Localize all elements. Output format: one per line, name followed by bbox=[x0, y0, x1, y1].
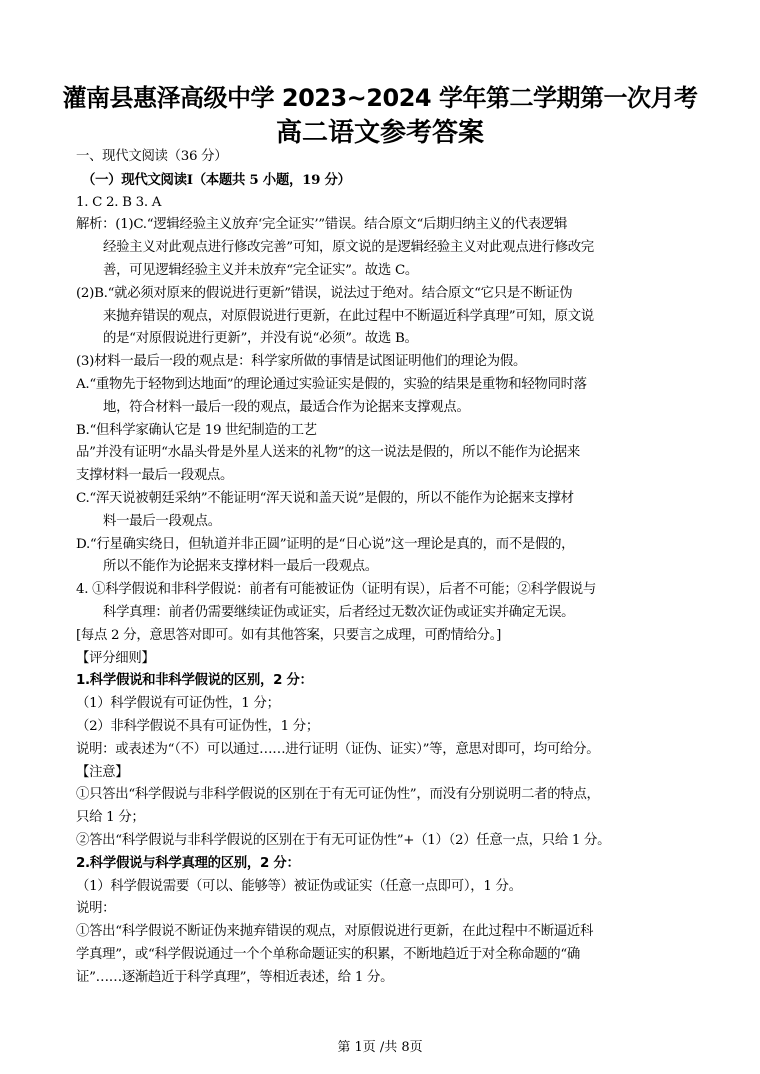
text-line: A.“重物先于轻物到达地面”的理论通过实验证实是假的，实验的结果是重物和轻物同时落 bbox=[76, 376, 587, 392]
text-line: 说明：或表述为“（不）可以通过……进行证明（证伪、证实）”等，意思对即可，均可给分。 bbox=[76, 741, 600, 757]
text-line: 说明： bbox=[76, 901, 116, 917]
text-line: （2）非科学假说不具有可证伪性，1 分； bbox=[76, 718, 319, 734]
text-line: ①答出“科学假说不断证伪来抛弃错误的观点，对原假说进行更新，在此过程中不断逼近科 bbox=[76, 924, 594, 940]
text-line: 【评分细则】 bbox=[76, 650, 155, 666]
text-line: ①只答出“科学假说与非科学假说的区别在于有无可证伪性”，而没有分别说明二者的特点， bbox=[76, 787, 600, 803]
page-number: 第 1页 /共 8页 bbox=[337, 1040, 423, 1055]
text-line: 科学真理：前者仍需要继续证伪或证实，后者经过无数次证伪或证实并确定无误。 bbox=[103, 604, 575, 620]
text-line: 地，符合材料一最后一段的观点，最适合作为论据来支撑观点。 bbox=[103, 399, 470, 415]
text-line: ②答出“科学假说与非科学假说的区别在于有无可证伪性”+（1）（2）任意一点，只给 1 分。 bbox=[76, 832, 611, 848]
text-line: (2)B.“就必须对原来的假说进行更新”错误，说法过于绝对。结合原文“它只是不断证伪 bbox=[76, 285, 573, 301]
text-line: C.“浑天说被朝廷采纳”不能证明“浑天说和盖天说”是假的，所以不能作为论据来支撑材 bbox=[76, 490, 574, 506]
text-line: 支撑材料一最后一段观点。 bbox=[76, 468, 234, 484]
text-line: [每点 2 分，意思答对即可。如有其他答案，只要言之成理，可酌情给分。] bbox=[76, 627, 502, 643]
text-line: 【注意】 bbox=[76, 764, 129, 780]
text-line: 解析：(1)C.“逻辑经验主义放弃‘完全证实’”错误。结合原文“后期归纳主义的代表逻辑 bbox=[76, 217, 568, 233]
text-line: 证”……逐渐趋近于科学真理”，等相近表述，给 1 分。 bbox=[76, 969, 394, 985]
text-line: 所以不能作为论据来支撑材料一最后一段观点。 bbox=[103, 559, 378, 575]
scoring-heading: 2.科学假说与科学真理的区别，2 分： bbox=[76, 855, 300, 871]
section-heading: 一、现代文阅读（36 分） bbox=[76, 149, 228, 164]
answer-key-line: 1. C 2. B 3. A bbox=[76, 194, 162, 210]
text-line: 善，可见逻辑经验主义并未放弃“完全证实”。故选 C。 bbox=[103, 262, 418, 278]
scoring-heading: 1.科学假说和非科学假说的区别，2 分： bbox=[76, 673, 313, 689]
subsection-heading: （一）现代文阅读Ⅰ（本题共 5 小题，19 分） bbox=[82, 171, 351, 188]
text-line: 的是“对原假说进行更新”，并没有说“必须”。故选 B。 bbox=[103, 331, 418, 347]
text-line: 品”并没有证明“水晶头骨是外星人送来的礼物”的这一说法是假的，所以不能作为论据来 bbox=[76, 445, 580, 461]
text-line: （1）科学假说需要（可以、能够等）被证伪或证实（任意一点即可），1 分。 bbox=[76, 878, 522, 894]
text-line: 学真理”，或“科学假说通过一个个单称命题证实的积累，不断地趋近于对全称命题的“确 bbox=[76, 946, 580, 962]
text-line: 只给 1 分； bbox=[76, 810, 145, 826]
exam-subtitle: 高二语文参考答案 bbox=[275, 118, 484, 148]
text-line: 经验主义对此观点进行修改完善”可知，原文说的是逻辑经验主义对此观点进行修改完 bbox=[103, 240, 594, 256]
exam-title: 灌南县惠泽高级中学 2023~2024 学年第二学期第一次月考 bbox=[62, 84, 698, 112]
answer-body bbox=[76, 146, 688, 989]
text-line: D.“行星确实绕日，但轨道并非正圆”证明的是“日心说”这一理论是真的，而不是假的， bbox=[76, 536, 575, 552]
text-line: 料一最后一段观点。 bbox=[103, 513, 221, 529]
text-line: (3)材料一最后一段的观点是：科学家所做的事情是试图证明他们的理论为假。 bbox=[76, 354, 527, 370]
text-line: 4. ①科学假说和非科学假说：前者有可能被证伪（证明有误），后者不可能；②科学假说与 bbox=[76, 582, 596, 598]
text-line: B.“但科学家确认它是 19 世纪制造的工艺 bbox=[76, 422, 317, 438]
text-line: 来抛弃错误的观点，对原假说进行更新，在此过程中不断逼近科学真理”可知，原文说 bbox=[103, 308, 594, 324]
text-line: （1）科学假说有可证伪性，1 分； bbox=[76, 696, 280, 712]
